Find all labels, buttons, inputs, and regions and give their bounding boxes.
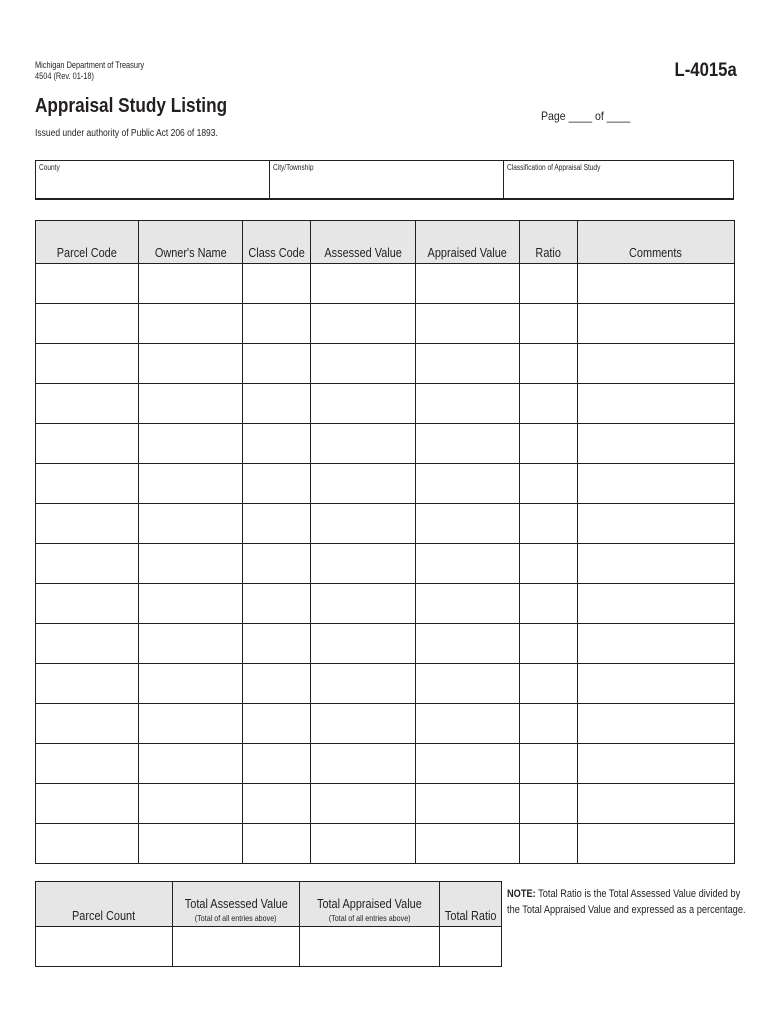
classification-label: Classification of Appraisal Study — [507, 163, 601, 172]
owners-name-cell[interactable] — [139, 664, 243, 704]
table-row — [36, 264, 735, 304]
class-code-cell[interactable] — [243, 624, 311, 664]
owners-name-cell[interactable] — [139, 704, 243, 744]
totals-table — [35, 881, 502, 967]
parcel-code-cell[interactable] — [36, 664, 139, 704]
form-revision: 4504 (Rev. 01-18) — [35, 71, 94, 81]
parcel-code-cell[interactable] — [36, 384, 139, 424]
table-row — [36, 304, 735, 344]
col-header-owners-name: Owner's Name — [139, 221, 243, 264]
assessed-value-cell[interactable] — [311, 344, 415, 384]
parcel-count-header: Parcel Count — [36, 882, 173, 927]
assessed-value-cell[interactable] — [311, 624, 415, 664]
comments-cell[interactable] — [577, 544, 734, 584]
comments-cell[interactable] — [577, 384, 734, 424]
ratio-cell[interactable] — [520, 664, 577, 704]
comments-cell[interactable] — [577, 664, 734, 704]
col-header-comments: Comments — [577, 221, 734, 264]
assessed-value-cell[interactable] — [311, 304, 415, 344]
parcel-code-cell[interactable] — [36, 304, 139, 344]
agency-name: Michigan Department of Treasury — [35, 60, 145, 70]
parcel-code-cell[interactable] — [36, 504, 139, 544]
agency-block — [35, 60, 144, 82]
parcel-code-cell[interactable] — [36, 624, 139, 664]
class-code-cell[interactable] — [243, 344, 311, 384]
table-row — [36, 424, 735, 464]
form-number: L-4015a — [674, 60, 737, 81]
appraised-value-cell[interactable] — [415, 504, 519, 544]
class-code-cell[interactable] — [243, 544, 311, 584]
table-row — [36, 584, 735, 624]
table-row — [36, 624, 735, 664]
owners-name-cell[interactable] — [139, 784, 243, 824]
owners-name-cell[interactable] — [139, 424, 243, 464]
county-field[interactable] — [36, 161, 269, 198]
class-code-cell[interactable] — [243, 464, 311, 504]
appraised-value-cell[interactable] — [415, 304, 519, 344]
total-ratio-header: Total Ratio — [439, 882, 501, 927]
owners-name-cell[interactable] — [139, 264, 243, 304]
table-row — [36, 464, 735, 504]
owners-name-cell[interactable] — [139, 624, 243, 664]
appraisal-listing-table — [35, 220, 735, 864]
ratio-cell[interactable] — [520, 384, 577, 424]
info-fields-box — [35, 160, 734, 200]
ratio-cell[interactable] — [520, 424, 577, 464]
ratio-cell[interactable] — [520, 464, 577, 504]
assessed-value-cell[interactable] — [311, 504, 415, 544]
parcel-code-cell[interactable] — [36, 544, 139, 584]
class-code-cell[interactable] — [243, 664, 311, 704]
ratio-cell[interactable] — [520, 584, 577, 624]
appraised-value-cell[interactable] — [415, 424, 519, 464]
appraised-value-cell[interactable] — [415, 784, 519, 824]
comments-cell[interactable] — [577, 464, 734, 504]
assessed-value-cell[interactable] — [311, 664, 415, 704]
page-of-field[interactable]: Page ____ of ____ — [541, 109, 631, 123]
owners-name-cell[interactable] — [139, 304, 243, 344]
parcel-code-cell[interactable] — [36, 424, 139, 464]
ratio-cell[interactable] — [520, 824, 577, 864]
total-appraised-header: Total Appraised Value (Total of all entries above) — [300, 882, 439, 927]
assessed-value-cell[interactable] — [311, 424, 415, 464]
authority-statement: Issued under authority of Public Act 206 of 1893. — [35, 128, 218, 139]
ratio-cell[interactable] — [520, 624, 577, 664]
assessed-value-cell[interactable] — [311, 264, 415, 304]
parcel-code-cell[interactable] — [36, 584, 139, 624]
table-row — [36, 344, 735, 384]
total-appraised-input[interactable] — [300, 927, 439, 967]
comments-cell[interactable] — [577, 344, 734, 384]
total-assessed-header: Total Assessed Value (Total of all entries above) — [172, 882, 300, 927]
ratio-cell[interactable] — [520, 344, 577, 384]
listing-header-row — [36, 221, 735, 264]
note-label: NOTE: — [507, 888, 536, 900]
parcel-code-cell[interactable] — [36, 784, 139, 824]
total-appraised-subtext: (Total of all entries above) — [328, 913, 411, 923]
table-row — [36, 504, 735, 544]
owners-name-cell[interactable] — [139, 544, 243, 584]
appraised-value-cell[interactable] — [415, 384, 519, 424]
comments-cell[interactable] — [577, 784, 734, 824]
assessed-value-cell[interactable] — [311, 384, 415, 424]
appraised-value-cell[interactable] — [415, 464, 519, 504]
class-code-cell[interactable] — [243, 744, 311, 784]
table-row — [36, 824, 735, 864]
comments-cell[interactable] — [577, 824, 734, 864]
class-code-cell[interactable] — [243, 704, 311, 744]
class-code-cell[interactable] — [243, 784, 311, 824]
appraised-value-cell[interactable] — [415, 824, 519, 864]
assessed-value-cell[interactable] — [311, 744, 415, 784]
comments-cell[interactable] — [577, 624, 734, 664]
parcel-code-cell[interactable] — [36, 704, 139, 744]
ratio-cell[interactable] — [520, 704, 577, 744]
parcel-code-cell[interactable] — [36, 264, 139, 304]
listing-body — [36, 264, 735, 864]
class-code-cell[interactable] — [243, 424, 311, 464]
page-title: Appraisal Study Listing — [35, 95, 228, 117]
owners-name-cell[interactable] — [139, 384, 243, 424]
class-code-cell[interactable] — [243, 304, 311, 344]
class-code-cell[interactable] — [243, 504, 311, 544]
comments-cell[interactable] — [577, 264, 734, 304]
appraised-value-cell[interactable] — [415, 664, 519, 704]
note-line-1: Total Ratio is the Total Assessed Value divided by — [538, 888, 741, 900]
assessed-value-cell[interactable] — [311, 704, 415, 744]
appraised-value-cell[interactable] — [415, 264, 519, 304]
col-header-appraised-value: Appraised Value — [415, 221, 519, 264]
assessed-value-cell[interactable] — [311, 464, 415, 504]
city-township-label: City/Township — [273, 163, 314, 172]
class-code-cell[interactable] — [243, 584, 311, 624]
total-assessed-subtext: (Total of all entries above) — [195, 913, 277, 923]
col-header-parcel-code: Parcel Code — [36, 221, 139, 264]
city-township-field[interactable] — [269, 161, 503, 198]
parcel-code-cell[interactable] — [36, 464, 139, 504]
total-ratio-input[interactable] — [439, 927, 501, 967]
owners-name-cell[interactable] — [139, 824, 243, 864]
appraised-value-cell[interactable] — [415, 344, 519, 384]
assessed-value-cell[interactable] — [311, 824, 415, 864]
assessed-value-cell[interactable] — [311, 544, 415, 584]
ratio-cell[interactable] — [520, 504, 577, 544]
owners-name-cell[interactable] — [139, 744, 243, 784]
class-code-cell[interactable] — [243, 264, 311, 304]
county-label: County — [39, 163, 60, 172]
ratio-cell[interactable] — [520, 784, 577, 824]
owners-name-cell[interactable] — [139, 504, 243, 544]
ratio-cell[interactable] — [520, 304, 577, 344]
table-row — [36, 544, 735, 584]
col-header-assessed-value: Assessed Value — [311, 221, 415, 264]
parcel-code-cell[interactable] — [36, 744, 139, 784]
total-assessed-input[interactable] — [172, 927, 300, 967]
ratio-cell[interactable] — [520, 544, 577, 584]
table-row — [36, 384, 735, 424]
comments-cell[interactable] — [577, 304, 734, 344]
ratio-cell[interactable] — [520, 744, 577, 784]
table-row — [36, 744, 735, 784]
appraised-value-cell[interactable] — [415, 744, 519, 784]
assessed-value-cell[interactable] — [311, 584, 415, 624]
totals-header-row — [36, 882, 502, 927]
table-row — [36, 704, 735, 744]
owners-name-cell[interactable] — [139, 464, 243, 504]
appraised-value-cell[interactable] — [415, 544, 519, 584]
comments-cell[interactable] — [577, 504, 734, 544]
note-line-2: the Total Appraised Value and expressed as a percentage. — [507, 904, 746, 916]
col-header-ratio: Ratio — [520, 221, 577, 264]
comments-cell[interactable] — [577, 584, 734, 624]
appraised-value-cell[interactable] — [415, 624, 519, 664]
appraised-value-cell[interactable] — [415, 704, 519, 744]
parcel-code-cell[interactable] — [36, 344, 139, 384]
comments-cell[interactable] — [577, 704, 734, 744]
parcel-count-input[interactable] — [36, 927, 173, 967]
comments-cell[interactable] — [577, 744, 734, 784]
table-row — [36, 664, 735, 704]
class-code-cell[interactable] — [243, 384, 311, 424]
ratio-cell[interactable] — [520, 264, 577, 304]
owners-name-cell[interactable] — [139, 344, 243, 384]
class-code-cell[interactable] — [243, 824, 311, 864]
classification-field[interactable] — [503, 161, 733, 198]
col-header-class-code: Class Code — [243, 221, 311, 264]
appraised-value-cell[interactable] — [415, 584, 519, 624]
ratio-note — [507, 886, 767, 918]
totals-input-row — [36, 927, 502, 967]
owners-name-cell[interactable] — [139, 584, 243, 624]
table-row — [36, 784, 735, 824]
assessed-value-cell[interactable] — [311, 784, 415, 824]
parcel-code-cell[interactable] — [36, 824, 139, 864]
comments-cell[interactable] — [577, 424, 734, 464]
